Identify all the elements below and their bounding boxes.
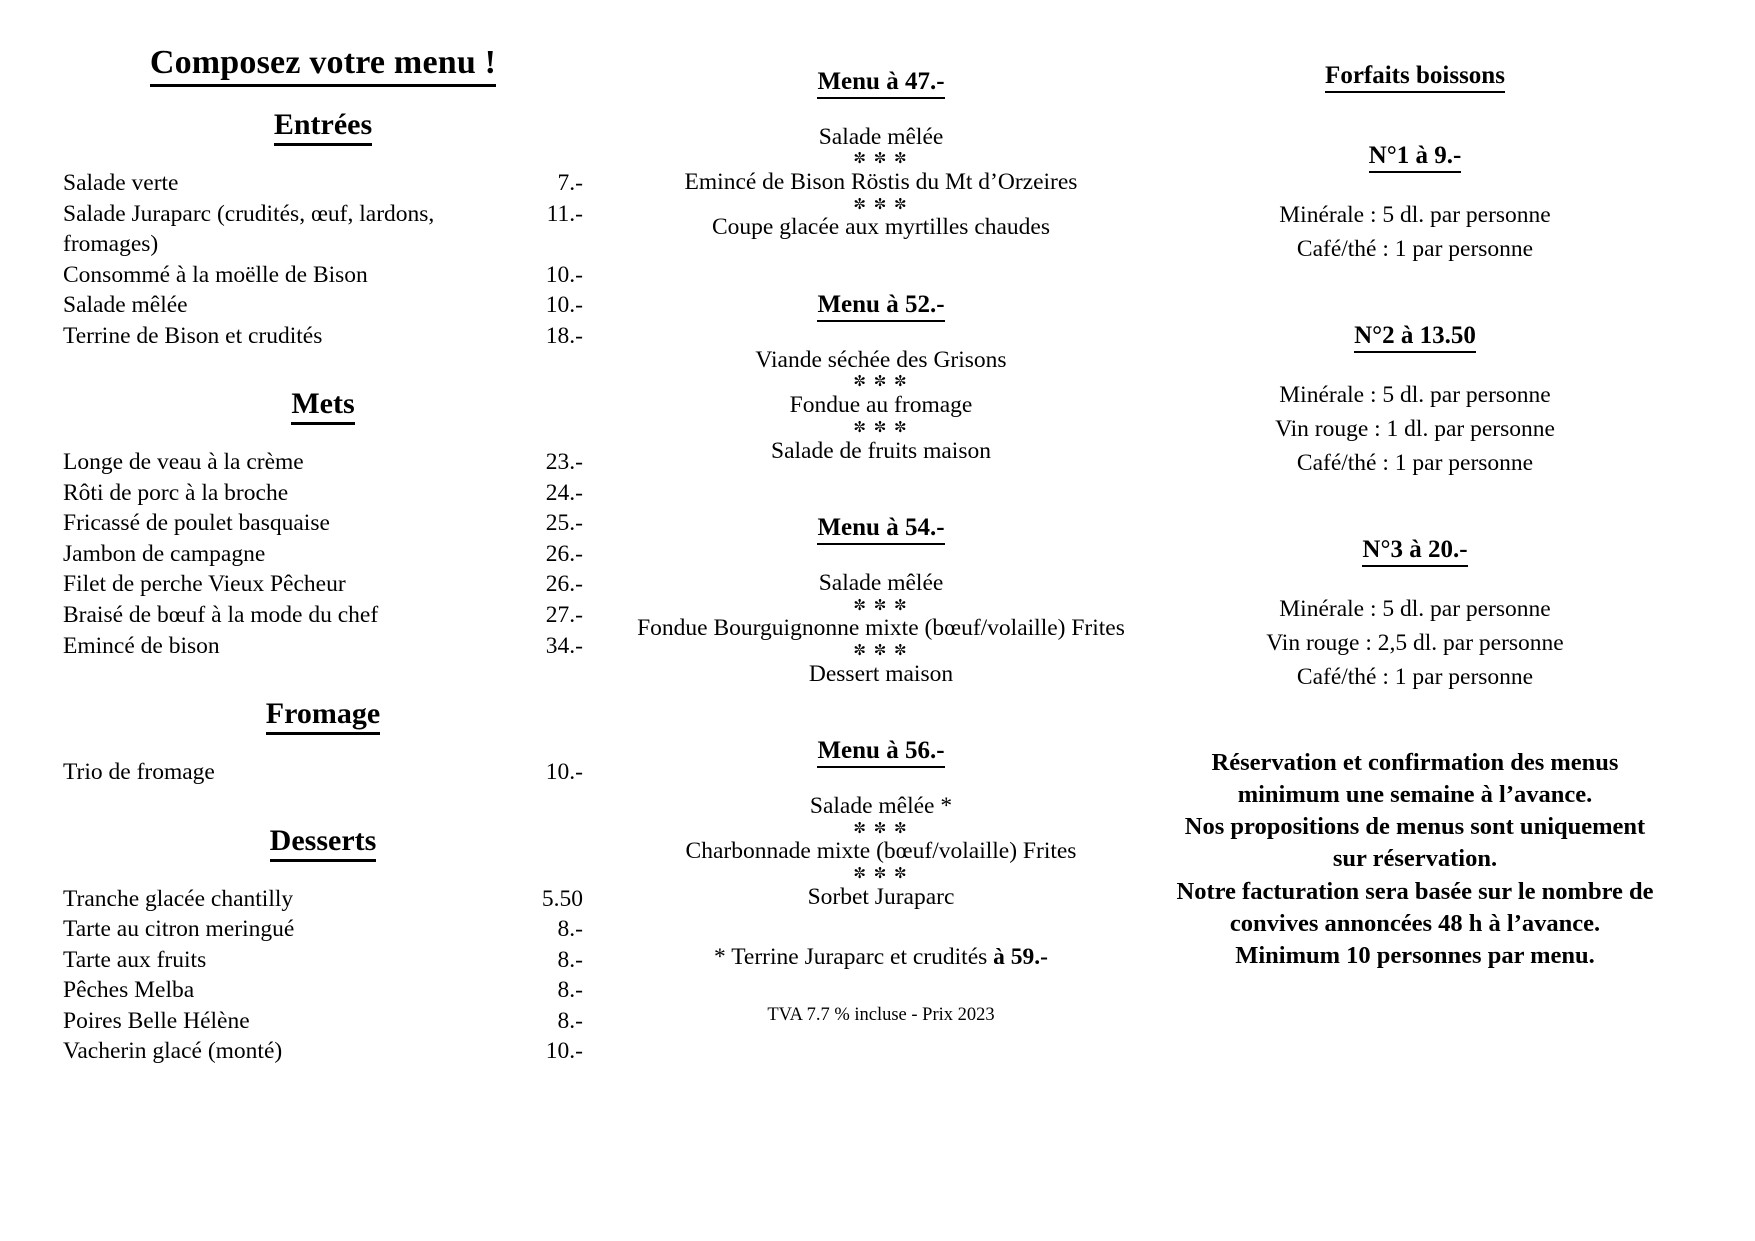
drink-line: Café/thé : 1 par personne [1296,664,1534,691]
dish-row [63,757,583,788]
dish-row [63,290,583,321]
dish-price: 24.- [545,479,583,506]
drink-line: Vin rouge : 1 dl. par personne [1275,416,1555,443]
left-column [63,44,583,1067]
dish-row [63,1036,583,1067]
menu-heading-text: Menu à 47.- [817,68,944,99]
pinwheel-separator-icon: ✼ ✼ ✼ [853,865,909,882]
dish-name: Tarte aux fruits [63,946,207,973]
menu-courses [596,123,1166,243]
menu-courses [596,346,1166,466]
dish-price: 8.- [557,946,583,973]
drink-package-heading [1175,322,1655,350]
drink-package-heading-text: N°1 à 9.- [1369,142,1462,173]
dish-name: Tarte au citron meringué [63,916,295,943]
drink-package-list [1175,90,1655,695]
menu-course: Emincé de Bison Röstis du Mt d’Orzeires [684,169,1078,196]
menu-course: Dessert maison [808,660,954,687]
section-heading-text: Fromage [266,697,380,735]
dish-price: 26.- [545,540,583,567]
menu-course: Fondue au fromage [789,392,973,419]
menu-heading [596,291,1166,320]
right-column [1175,62,1655,973]
dish-price: 18.- [545,322,583,349]
dish-list [63,757,583,788]
menu-footnote [596,942,1166,973]
menu-course: Salade mêlée * [809,792,953,819]
drink-line: Vin rouge : 2,5 dl. par personne [1266,630,1564,657]
menu-heading [596,514,1166,543]
dish-price: 7.- [557,170,583,196]
dish-price: 27.- [545,602,583,629]
menu-heading [596,68,1166,97]
pinwheel-separator-icon: ✼ ✼ ✼ [853,151,909,168]
dish-name: Longe de veau à la crème [63,449,304,476]
dish-name: Filet de perche Vieux Pêcheur [63,571,346,598]
menu-course: Salade mêlée [818,123,944,150]
dish-name: Salade verte [63,170,179,196]
dish-row [63,321,583,352]
section-heading [63,387,583,421]
dish-list [63,447,583,661]
dish-price: 10.- [545,261,583,288]
dish-name: Salade Juraparc (crudités, œuf, lardons, fromages) [63,200,435,258]
section-heading [63,824,583,858]
dish-row [63,569,583,600]
dish-price: 10.- [545,292,583,319]
pinwheel-separator-icon: ✼ ✼ ✼ [853,820,909,837]
section-heading [63,697,583,731]
pinwheel-separator-icon: ✼ ✼ ✼ [853,196,909,213]
dish-row [63,884,583,915]
reservation-notice-line: Minimum 10 personnes par menu. [1235,942,1595,970]
dish-price: 10.- [545,1038,583,1065]
page-title-text: Composez votre menu ! [150,44,496,87]
pinwheel-separator-icon: ✼ ✼ ✼ [853,597,909,614]
dish-price: 25.- [545,510,583,537]
menu-courses [596,792,1166,912]
pinwheel-separator-icon: ✼ ✼ ✼ [853,642,909,659]
section-heading-text: Desserts [270,824,377,862]
drink-line: Minérale : 5 dl. par personne [1279,596,1551,623]
menu-heading-text: Menu à 52.- [817,291,944,322]
left-sections [63,108,583,1067]
dish-name: Rôti de porc à la broche [63,479,289,506]
menu-heading-text: Menu à 56.- [817,737,944,768]
dish-row [63,508,583,539]
dish-row [63,975,583,1006]
center-column [596,68,1166,1027]
dish-row [63,199,583,260]
drink-line: Café/thé : 1 par personne [1296,450,1534,477]
dish-price: 10.- [545,759,583,786]
section-heading [63,108,583,142]
dish-row [63,447,583,478]
menu-course: Coupe glacée aux myrtilles chaudes [711,214,1051,241]
section-heading-text: Mets [291,387,354,425]
dish-row [63,631,583,662]
dish-row [63,539,583,570]
dish-row [63,1006,583,1037]
dish-row [63,914,583,945]
dish-price: 23.- [545,449,583,476]
dish-row [63,600,583,631]
menu-course: Salade mêlée [818,569,944,596]
dish-name: Terrine de Bison et crudités [63,322,323,349]
drink-package-heading-text: N°3 à 20.- [1362,536,1467,567]
dish-price: 5.50 [541,885,583,912]
drink-package-heading [1175,536,1655,564]
dish-name: Pêches Melba [63,977,195,1004]
menu-heading-text: Menu à 54.- [817,514,944,545]
menu-course: Salade de fruits maison [771,437,991,464]
menu-course: Viande séchée des Grisons [755,346,1007,373]
drink-line: Café/thé : 1 par personne [1296,236,1534,263]
tva-note: TVA 7.7 % incluse - Prix 2023 [767,1004,995,1025]
dish-price: 8.- [557,1007,583,1034]
dish-price: 34.- [545,632,583,659]
menu-course: Charbonnade mixte (bœuf/volaille) Frites [685,838,1077,865]
menu-footnote-text: * Terrine Juraparc et crudités [714,944,994,971]
dish-name: Braisé de bœuf à la mode du chef [63,602,379,629]
dish-row [63,168,583,199]
dish-row [63,478,583,509]
dish-name: Salade mêlée [63,292,188,319]
menu-courses [596,569,1166,689]
menu-footnote-price: à 59.- [993,944,1048,971]
dish-name: Vacherin glacé (monté) [63,1038,283,1065]
pinwheel-separator-icon: ✼ ✼ ✼ [853,419,909,436]
dish-price: 26.- [545,571,583,598]
page-title [63,44,583,82]
drinks-heading [1175,62,1655,90]
reservation-notice-line: Notre facturation sera basée sur le nombre de convives annoncées 48 h à l’avance. [1176,877,1654,938]
drink-package-heading-text: N°2 à 13.50 [1354,322,1476,353]
menu-list [596,68,1166,912]
dish-row [63,260,583,291]
menu-course: Fondue Bourguignonne mixte (bœuf/volaille) Frites [637,615,1125,642]
dish-name: Poires Belle Hélène [63,1007,250,1034]
reservation-notice [1175,747,1655,973]
dish-list [63,168,583,351]
dish-price: 8.- [557,977,583,1004]
menu-course: Sorbet Juraparc [807,883,955,910]
dish-price: 8.- [557,916,583,943]
section-heading-text: Entrées [274,108,372,146]
dish-price: 11.- [546,200,583,227]
dish-name: Fricassé de poulet basquaise [63,510,330,537]
pinwheel-separator-icon: ✼ ✼ ✼ [853,374,909,391]
dish-name: Consommé à la moëlle de Bison [63,261,368,288]
dish-row [63,945,583,976]
reservation-notice-line: Réservation et confirmation des menus minimum une semaine à l’avance. [1211,748,1619,808]
dish-name: Trio de fromage [63,759,215,786]
drink-line: Minérale : 5 dl. par personne [1279,382,1551,409]
dish-name: Jambon de campagne [63,540,266,567]
menu-heading [596,737,1166,766]
drinks-heading-text: Forfaits boissons [1325,62,1505,93]
drink-package-heading [1175,142,1655,170]
dish-list [63,884,583,1067]
dish-name: Tranche glacée chantilly [63,885,294,912]
drink-line: Minérale : 5 dl. par personne [1279,202,1551,228]
reservation-notice-line: Nos propositions de menus sont uniquement sur réservation. [1184,813,1646,873]
dish-name: Emincé de bison [63,632,220,659]
